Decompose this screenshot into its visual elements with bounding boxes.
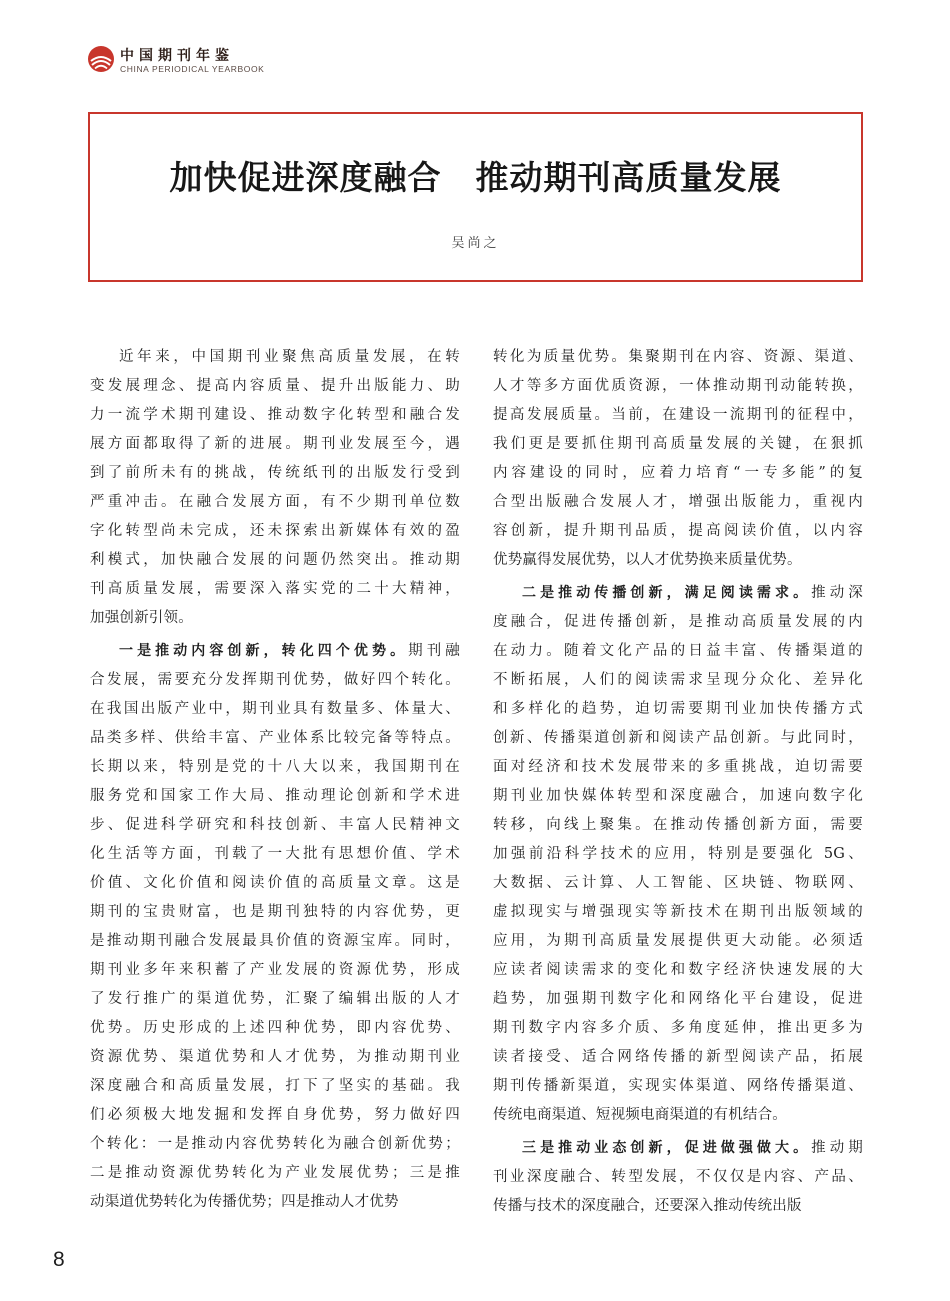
text-line: 步、促进科学研究和科技创新、丰富人民精神文 <box>90 817 460 833</box>
text-line: 服务党和国家工作大局、推动理论创新和学术进 <box>90 788 460 804</box>
yearbook-logo-icon <box>86 44 116 74</box>
text-line: 内容建设的同时，应着力培育“一专多能”的复 <box>493 465 863 481</box>
text-line <box>493 1134 863 1163</box>
right-column <box>493 343 863 1221</box>
text-line <box>90 637 460 666</box>
text-line: 二是推动资源优势转化为产业发展优势；三是推 <box>90 1165 460 1181</box>
text-line: 化生活等方面，刊载了一大批有思想价值、学术 <box>90 846 460 862</box>
text-line: 近年来，中国期刊业聚焦高质量发展，在转 <box>119 349 460 365</box>
text-line: 加强创新引领。 <box>90 610 193 626</box>
paragraph <box>90 637 460 1217</box>
text-line: 转移，向线上聚集。在推动传播创新方面，需要 <box>493 817 863 833</box>
text-line: 个转化：一是推动内容优势转化为融合创新优势； <box>90 1136 460 1152</box>
text-line: 转化为质量优势。集聚期刊在内容、资源、渠道、 <box>493 349 863 365</box>
text-line: 趋势，加强期刊数字化和网络化平台建设，促进 <box>493 991 863 1007</box>
paragraph <box>90 343 460 633</box>
line-text: 推动深 <box>811 585 863 601</box>
text-line: 在我国出版产业中，期刊业具有数量多、体量大、 <box>90 701 460 717</box>
title-box <box>88 112 863 282</box>
section-lead: 二是推动传播创新，满足阅读需求。 <box>522 585 812 601</box>
text-line: 期刊数字内容多介质、多角度延伸，推出更多为 <box>493 1020 863 1036</box>
text-line: 资源优势、渠道优势和人才优势，为推动期刊业 <box>90 1049 460 1065</box>
section-lead: 三是推动业态创新，促进做强做大。 <box>522 1140 812 1156</box>
text-line: 刊高质量发展，需要深入落实党的二十大精神， <box>90 581 460 597</box>
text-line: 大数据、云计算、人工智能、区块链、物联网、 <box>493 875 863 891</box>
text-line: 人才等多方面优质资源，一体推动期刊动能转换， <box>493 378 863 394</box>
author-name: 吴尚之 <box>451 236 500 251</box>
text-line: 合型出版融合发展人才，增强出版能力，重视内 <box>493 494 863 510</box>
article-title: 加快促进深度融合 推动期刊高质量发展 <box>169 158 782 197</box>
text-line: 应用，为期刊高质量发展提供更大动能。必须适 <box>493 933 863 949</box>
text-line: 期刊传播新渠道，实现实体渠道、网络传播渠道、 <box>493 1078 863 1094</box>
text-line: 深度融合和高质量发展，打下了坚实的基础。我 <box>90 1078 460 1094</box>
logo-english-text: CHINA PERIODICAL YEARBOOK <box>120 64 265 74</box>
text-line: 度融合，促进传播创新，是推动高质量发展的内 <box>493 614 863 630</box>
text-line: 动渠道优势转化为传播优势；四是推动人才优势 <box>90 1194 399 1210</box>
text-line: 字化转型尚未完成，还未探索出新媒体有效的盈 <box>90 523 460 539</box>
text-line: 加强前沿科学技术的应用，特别是要强化 5G、 <box>493 846 863 862</box>
text-line: 刊业深度融合、转型发展，不仅仅是内容、产品、 <box>493 1169 863 1185</box>
text-line: 读者接受、适合网络传播的新型阅读产品，拓展 <box>493 1049 863 1065</box>
text-line: 严重冲击。在融合发展方面，有不少期刊单位数 <box>90 494 460 510</box>
text-line: 了发行推广的渠道优势，汇聚了编辑出版的人才 <box>90 991 460 1007</box>
text-line: 不断拓展，人们的阅读需求呈现分众化、差异化 <box>493 672 863 688</box>
text-line: 优势。历史形成的上述四种优势，即内容优势、 <box>90 1020 460 1036</box>
text-line: 期刊的宝贵财富，也是期刊独特的内容优势，更 <box>90 904 460 920</box>
paragraph <box>493 343 863 575</box>
text-line: 是推动期刊融合发展最具价值的资源宝库。同时， <box>90 933 460 949</box>
text-line: 期刊业多年来积蓄了产业发展的资源优势，形成 <box>90 962 460 978</box>
line-text: 推动期 <box>811 1140 863 1156</box>
line-text: 期刊融 <box>408 643 460 659</box>
text-line: 传统电商渠道、短视频电商渠道的有机结合。 <box>493 1107 787 1123</box>
header-logo <box>86 44 286 76</box>
text-line: 期刊业加快媒体转型和深度融合，加速向数字化 <box>493 788 863 804</box>
logo-chinese-text: 中国期刊年鉴 <box>120 48 234 64</box>
text-line: 我们更是要抓住期刊高质量发展的关键，在狠抓 <box>493 436 863 452</box>
text-line: 提高发展质量。当前，在建设一流期刊的征程中， <box>493 407 863 423</box>
text-line: 优势赢得发展优势，以人才优势换来质量优势。 <box>493 552 802 568</box>
section-lead: 一是推动内容创新，转化四个优势。 <box>119 643 409 659</box>
text-line: 利模式，加快融合发展的问题仍然突出。推动期 <box>90 552 460 568</box>
left-column <box>90 343 460 1217</box>
paragraph <box>493 1134 863 1221</box>
text-line: 和多样化的趋势，迫切需要期刊业加快传播方式 <box>493 701 863 717</box>
text-line: 在动力。随着文化产品的日益丰富、传播渠道的 <box>493 643 863 659</box>
paragraph <box>493 579 863 1130</box>
text-line: 力一流学术期刊建设、推动数字化转型和融合发 <box>90 407 460 423</box>
text-line: 容创新，提升期刊品质，提高阅读价值，以内容 <box>493 523 863 539</box>
text-line: 应读者阅读需求的变化和数字经济快速发展的大 <box>493 962 863 978</box>
text-line <box>493 579 863 608</box>
text-line: 虚拟现实与增强现实等新技术在期刊出版领域的 <box>493 904 863 920</box>
text-line: 到了前所未有的挑战，传统纸刊的出版发行受到 <box>90 465 460 481</box>
text-line: 传播与技术的深度融合，还要深入推动传统出版 <box>493 1198 802 1214</box>
text-line: 创新、传播渠道创新和阅读产品创新。与此同时， <box>493 730 863 746</box>
page-number: 8 <box>53 1248 65 1271</box>
text-line: 变发展理念、提高内容质量、提升出版能力、助 <box>90 378 460 394</box>
text-line: 品类多样、供给丰富、产业体系比较完备等特点。 <box>90 730 460 746</box>
text-line: 们必须极大地发掘和发挥自身优势，努力做好四 <box>90 1107 460 1123</box>
text-line: 合发展，需要充分发挥期刊优势，做好四个转化。 <box>90 672 460 688</box>
text-line: 价值、文化价值和阅读价值的高质量文章。这是 <box>90 875 460 891</box>
text-line: 展方面都取得了新的进展。期刊业发展至今，遇 <box>90 436 460 452</box>
text-line: 面对经济和技术发展带来的多重挑战，迫切需要 <box>493 759 863 775</box>
text-line: 长期以来，特别是党的十八大以来，我国期刊在 <box>90 759 460 775</box>
